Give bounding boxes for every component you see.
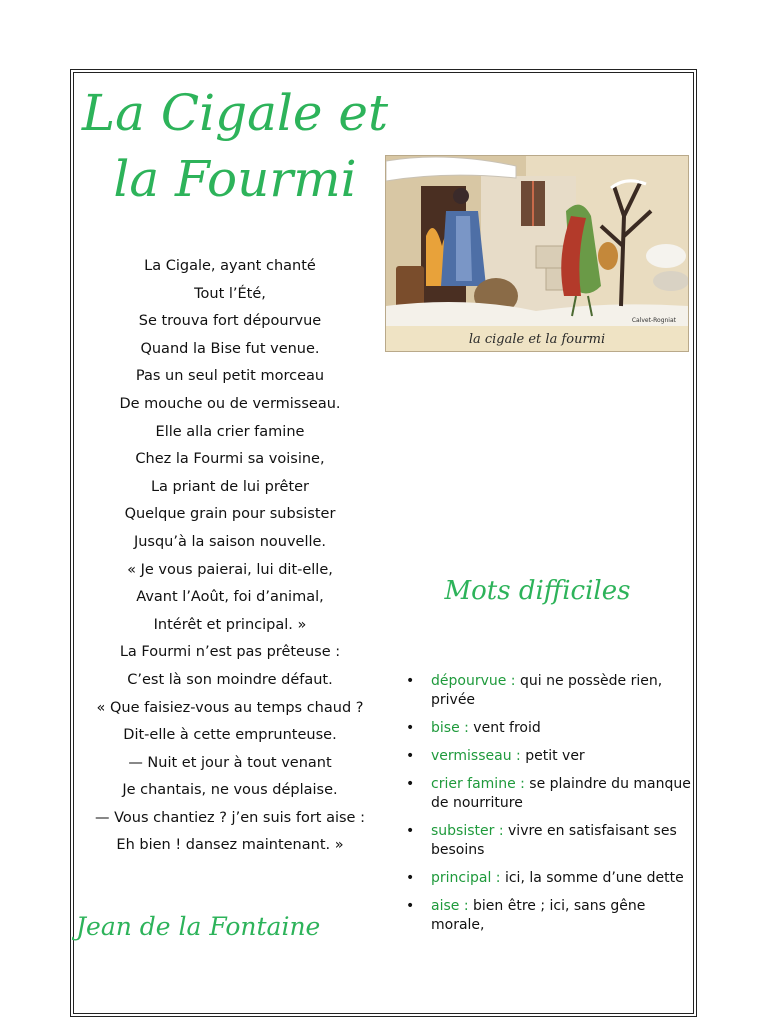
poem-title bbox=[80, 80, 390, 212]
vocab-item bbox=[404, 775, 694, 813]
poem-line: Se trouva fort dépourvue bbox=[138, 313, 322, 330]
vocab-term: dépourvue : bbox=[431, 673, 516, 689]
poem-line: « Que faisiez-vous au temps chaud ? bbox=[96, 699, 364, 716]
vocab-title: Mots difficiles bbox=[444, 576, 631, 606]
poem-line: C’est là son moindre défaut. bbox=[127, 671, 333, 688]
vocab-definition: petit ver bbox=[520, 748, 585, 764]
poem-line: Eh bien ! dansez maintenant. » bbox=[116, 837, 344, 854]
vocab-list bbox=[404, 672, 694, 944]
illustration bbox=[385, 155, 689, 352]
vocab-item bbox=[404, 822, 694, 860]
poem-text bbox=[80, 253, 380, 860]
vocab-item bbox=[404, 897, 694, 935]
vocab-term: aise : bbox=[431, 898, 469, 914]
vocab-definition: bien être ; ici, sans gêne morale, bbox=[431, 898, 646, 933]
vocab-definition: ici, la somme d’une dette bbox=[500, 870, 684, 886]
poem-line: De mouche ou de vermisseau. bbox=[119, 395, 341, 412]
vocab-term: principal : bbox=[431, 870, 501, 886]
author-signature: Jean de la Fontaine bbox=[76, 912, 321, 941]
vocab-definition: vent froid bbox=[468, 720, 541, 736]
poem-line: La Fourmi n’est pas prêteuse : bbox=[119, 644, 341, 661]
vocab-definition: vivre en satisfaisant ses besoins bbox=[431, 823, 677, 858]
bullet-icon: • bbox=[406, 748, 415, 764]
bullet-icon: • bbox=[406, 673, 415, 689]
vocab-term: bise : bbox=[431, 720, 469, 736]
poem-line: — Vous chantiez ? j’en suis fort aise : bbox=[95, 809, 365, 826]
vocab-term: crier famine : bbox=[431, 776, 525, 792]
poem-line: Dit-elle à cette emprunteuse. bbox=[123, 727, 337, 744]
bullet-icon: • bbox=[406, 720, 415, 736]
poem-line: — Nuit et jour à tout venant bbox=[128, 754, 332, 771]
bullet-icon: • bbox=[406, 823, 415, 839]
vocab-item bbox=[404, 719, 694, 738]
vocab-definition: se plaindre du manque de nourriture bbox=[431, 776, 691, 811]
vocab-item bbox=[404, 747, 694, 766]
poem-line: Je chantais, ne vous déplaise. bbox=[122, 782, 338, 799]
title-line-2: la Fourmi bbox=[113, 150, 357, 208]
poem-line: « Je vous paierai, lui dit-elle, bbox=[127, 561, 333, 578]
vocab-item bbox=[404, 672, 694, 710]
vocab-definition: qui ne possède rien, privée bbox=[431, 673, 663, 708]
illustration-caption: la cigale et la fourmi bbox=[468, 332, 606, 347]
poem-line: Quelque grain pour subsister bbox=[124, 506, 336, 523]
vocab-term: vermisseau : bbox=[431, 748, 521, 764]
poem-line: Avant l’Août, foi d’animal, bbox=[136, 589, 324, 606]
bullet-icon: • bbox=[406, 870, 415, 886]
title-line-1: La Cigale et bbox=[81, 84, 389, 142]
poem-line: Quand la Bise fut venue. bbox=[140, 340, 320, 357]
vocab-item bbox=[404, 869, 694, 888]
bullet-icon: • bbox=[406, 898, 415, 914]
poem-line: La Cigale, ayant chanté bbox=[144, 258, 316, 274]
poem-line: Pas un seul petit morceau bbox=[135, 368, 325, 385]
bullet-icon: • bbox=[406, 776, 415, 792]
poem-line: Elle alla crier famine bbox=[155, 423, 305, 440]
poem-line: Intérêt et principal. » bbox=[153, 616, 307, 633]
poem-line: La priant de lui prêter bbox=[150, 478, 310, 495]
poem-line: Jusqu’à la saison nouvelle. bbox=[133, 533, 327, 550]
vocab-term: subsister : bbox=[431, 823, 504, 839]
illustration-signature: Calvet-Rogniat bbox=[631, 317, 676, 324]
poem-line: Chez la Fourmi sa voisine, bbox=[135, 451, 325, 468]
illustration-image bbox=[386, 156, 688, 351]
poem-line: Tout l’Été, bbox=[194, 285, 266, 302]
